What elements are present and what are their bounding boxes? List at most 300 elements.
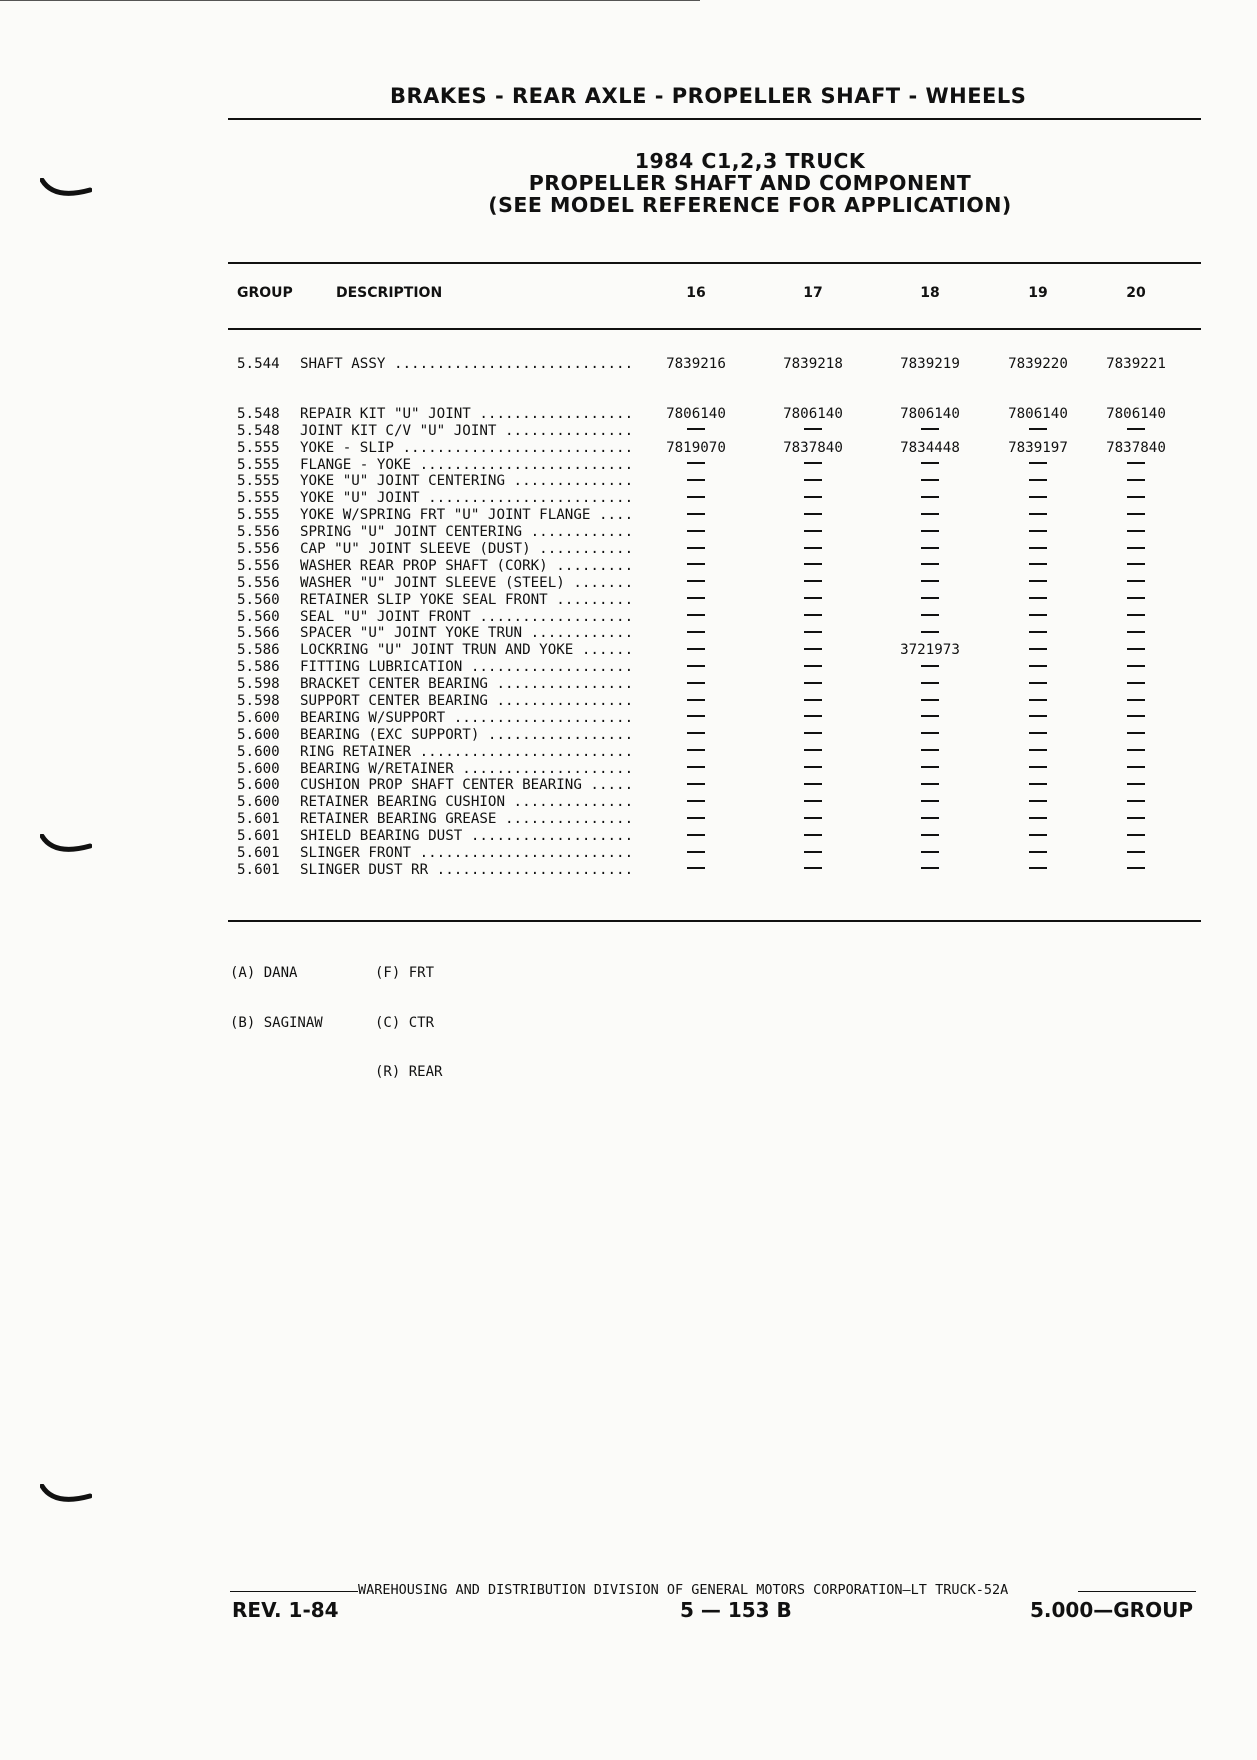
dash-mark bbox=[687, 665, 705, 667]
col-header-19: 19 bbox=[1028, 285, 1048, 301]
dash-mark bbox=[804, 749, 822, 751]
not-applicable-dash bbox=[993, 625, 1083, 642]
group-number: 5.600 bbox=[237, 743, 280, 760]
dash-mark bbox=[687, 428, 705, 430]
not-applicable-dash bbox=[993, 457, 1083, 474]
dash-mark bbox=[687, 766, 705, 768]
not-applicable-dash bbox=[885, 659, 975, 676]
part-number-cell: 7837840 bbox=[1106, 439, 1166, 456]
dash-mark bbox=[921, 851, 939, 853]
not-applicable-dash bbox=[1091, 558, 1181, 575]
dash-mark bbox=[1127, 817, 1145, 819]
not-applicable-dash bbox=[1091, 592, 1181, 609]
col-header-16: 16 bbox=[686, 285, 706, 301]
not-applicable-dash bbox=[1091, 642, 1181, 659]
dash-mark bbox=[1029, 834, 1047, 836]
dash-mark bbox=[1127, 496, 1145, 498]
not-applicable-dash bbox=[1091, 777, 1181, 794]
dash-mark bbox=[921, 682, 939, 684]
not-applicable-dash bbox=[1091, 659, 1181, 676]
part-description: YOKE W/SPRING FRT "U" JOINT FLANGE ..... bbox=[300, 507, 630, 524]
dash-mark bbox=[921, 766, 939, 768]
dash-mark bbox=[687, 513, 705, 515]
part-description: RETAINER BEARING CUSHION ..... bbox=[300, 794, 630, 811]
not-applicable-dash bbox=[768, 777, 858, 794]
not-applicable-dash bbox=[651, 777, 741, 794]
dash-mark bbox=[687, 547, 705, 549]
not-applicable-dash bbox=[768, 625, 858, 642]
dash-mark bbox=[804, 547, 822, 549]
dash-mark bbox=[1127, 648, 1145, 650]
dash-mark bbox=[1127, 614, 1145, 616]
not-applicable-dash bbox=[651, 490, 741, 507]
part-description: YOKE "U" JOINT CENTERING ..... bbox=[300, 473, 630, 490]
part-description: SHIELD BEARING DUST ..... bbox=[300, 828, 630, 845]
dash-mark bbox=[687, 479, 705, 481]
not-applicable-dash bbox=[885, 423, 975, 440]
col-header-description: DESCRIPTION bbox=[336, 285, 443, 301]
not-applicable-dash bbox=[885, 828, 975, 845]
not-applicable-dash bbox=[1091, 744, 1181, 761]
not-applicable-dash bbox=[993, 507, 1083, 524]
legend-item: (R) REAR bbox=[375, 1064, 443, 1080]
dash-mark bbox=[1029, 479, 1047, 481]
dash-mark bbox=[921, 715, 939, 717]
dash-mark bbox=[1029, 496, 1047, 498]
part-description: FITTING LUBRICATION ..... bbox=[300, 659, 630, 676]
not-applicable-dash bbox=[1091, 845, 1181, 862]
not-applicable-dash bbox=[651, 625, 741, 642]
page-header: BRAKES - REAR AXLE - PROPELLER SHAFT - WHEELS bbox=[390, 84, 1027, 108]
dash-mark bbox=[687, 834, 705, 836]
not-applicable-dash bbox=[651, 828, 741, 845]
group-number: 5.560 bbox=[237, 608, 280, 625]
dash-mark bbox=[1029, 682, 1047, 684]
dash-mark bbox=[1029, 665, 1047, 667]
dash-mark bbox=[1127, 749, 1145, 751]
not-applicable-dash bbox=[993, 575, 1083, 592]
table-top-rule bbox=[228, 262, 1201, 264]
dash-mark bbox=[804, 732, 822, 734]
header-rule bbox=[228, 118, 1201, 120]
dash-mark bbox=[804, 631, 822, 633]
dash-mark bbox=[804, 817, 822, 819]
dash-mark bbox=[687, 682, 705, 684]
dash-mark bbox=[1127, 682, 1145, 684]
group-number: 5.600 bbox=[237, 777, 280, 794]
part-description: SPACER "U" JOINT YOKE TRUN ..... bbox=[300, 625, 630, 642]
not-applicable-dash bbox=[993, 761, 1083, 778]
dash-mark bbox=[1029, 766, 1047, 768]
not-applicable-dash bbox=[1091, 761, 1181, 778]
part-description: CUSHION PROP SHAFT CENTER BEARING ..... bbox=[300, 777, 630, 794]
not-applicable-dash bbox=[993, 676, 1083, 693]
dash-mark bbox=[804, 783, 822, 785]
dash-mark bbox=[1029, 547, 1047, 549]
not-applicable-dash bbox=[993, 609, 1083, 626]
part-number-cell: 7806140 bbox=[1008, 405, 1068, 422]
not-applicable-dash bbox=[768, 862, 858, 879]
group-number: 5.586 bbox=[237, 642, 280, 659]
dash-mark bbox=[804, 614, 822, 616]
part-description: LOCKRING "U" JOINT TRUN AND YOKE ..... bbox=[300, 642, 630, 659]
dash-mark bbox=[1127, 428, 1145, 430]
part-description: RETAINER BEARING GREASE ..... bbox=[300, 811, 630, 828]
legend-item: (C) CTR bbox=[375, 1014, 435, 1031]
dash-mark bbox=[921, 530, 939, 532]
not-applicable-dash bbox=[993, 659, 1083, 676]
not-applicable-dash bbox=[885, 490, 975, 507]
not-applicable-dash bbox=[1091, 811, 1181, 828]
not-applicable-dash bbox=[885, 794, 975, 811]
group-number: 5.556 bbox=[237, 557, 280, 574]
dash-mark bbox=[921, 800, 939, 802]
not-applicable-dash bbox=[885, 744, 975, 761]
col-header-18: 18 bbox=[920, 285, 940, 301]
not-applicable-dash bbox=[651, 541, 741, 558]
dash-mark bbox=[687, 749, 705, 751]
part-description: SHAFT ASSY ..... bbox=[300, 356, 630, 373]
dash-mark bbox=[687, 614, 705, 616]
not-applicable-dash bbox=[651, 710, 741, 727]
part-description: YOKE - SLIP ..... bbox=[300, 440, 630, 457]
dash-mark bbox=[921, 665, 939, 667]
dash-mark bbox=[921, 597, 939, 599]
not-applicable-dash bbox=[768, 541, 858, 558]
not-applicable-dash bbox=[768, 575, 858, 592]
group-number: 5.598 bbox=[237, 676, 280, 693]
dash-mark bbox=[687, 462, 705, 464]
dash-mark bbox=[1029, 699, 1047, 701]
part-number-cell: 7839216 bbox=[666, 356, 726, 372]
dash-mark bbox=[1127, 513, 1145, 515]
dash-mark bbox=[804, 867, 822, 869]
dash-mark bbox=[921, 783, 939, 785]
dash-mark bbox=[804, 428, 822, 430]
dash-mark bbox=[921, 428, 939, 430]
dash-mark bbox=[687, 867, 705, 869]
dash-mark bbox=[1127, 851, 1145, 853]
part-description: SUPPORT CENTER BEARING ..... bbox=[300, 693, 630, 710]
dash-mark bbox=[804, 682, 822, 684]
not-applicable-dash bbox=[651, 693, 741, 710]
part-number-cell: 7806140 bbox=[1106, 405, 1166, 422]
not-applicable-dash bbox=[1091, 693, 1181, 710]
not-applicable-dash bbox=[1091, 507, 1181, 524]
dash-mark bbox=[804, 800, 822, 802]
group-number: 5.556 bbox=[237, 524, 280, 541]
group-number: 5.555 bbox=[237, 473, 280, 490]
not-applicable-dash bbox=[651, 473, 741, 490]
not-applicable-dash bbox=[885, 845, 975, 862]
part-number-cell: 7806140 bbox=[900, 405, 960, 422]
not-applicable-dash bbox=[993, 727, 1083, 744]
not-applicable-dash bbox=[1091, 524, 1181, 541]
dash-mark bbox=[687, 783, 705, 785]
part-description: BRACKET CENTER BEARING ..... bbox=[300, 676, 630, 693]
group-number: 5.600 bbox=[237, 709, 280, 726]
not-applicable-dash bbox=[651, 845, 741, 862]
not-applicable-dash bbox=[993, 642, 1083, 659]
not-applicable-dash bbox=[993, 828, 1083, 845]
dash-mark bbox=[1127, 530, 1145, 532]
not-applicable-dash bbox=[993, 744, 1083, 761]
dash-mark bbox=[1029, 462, 1047, 464]
col-header-20: 20 bbox=[1126, 285, 1146, 301]
not-applicable-dash bbox=[1091, 625, 1181, 642]
not-applicable-dash bbox=[885, 811, 975, 828]
dash-mark bbox=[1127, 479, 1145, 481]
dash-mark bbox=[1127, 631, 1145, 633]
not-applicable-dash bbox=[768, 744, 858, 761]
not-applicable-dash bbox=[993, 693, 1083, 710]
not-applicable-dash bbox=[768, 659, 858, 676]
part-description: BEARING W/SUPPORT ..... bbox=[300, 710, 630, 727]
dash-mark bbox=[804, 479, 822, 481]
dash-mark bbox=[687, 851, 705, 853]
dash-mark bbox=[1127, 766, 1145, 768]
not-applicable-dash bbox=[993, 592, 1083, 609]
dash-mark bbox=[1029, 800, 1047, 802]
not-applicable-dash bbox=[885, 676, 975, 693]
not-applicable-dash bbox=[1091, 490, 1181, 507]
footer-rule-left bbox=[230, 1591, 358, 1592]
group-number: 5.566 bbox=[237, 625, 280, 642]
not-applicable-dash bbox=[768, 794, 858, 811]
not-applicable-dash bbox=[651, 575, 741, 592]
group-number: 5.600 bbox=[237, 760, 280, 777]
not-applicable-dash bbox=[993, 811, 1083, 828]
dash-mark bbox=[921, 732, 939, 734]
not-applicable-dash bbox=[768, 845, 858, 862]
dash-mark bbox=[1127, 563, 1145, 565]
dash-mark bbox=[1029, 732, 1047, 734]
dash-mark bbox=[804, 496, 822, 498]
legend-left bbox=[230, 932, 323, 1048]
not-applicable-dash bbox=[651, 609, 741, 626]
dash-mark bbox=[1127, 867, 1145, 869]
footer-rule-right bbox=[1078, 1591, 1196, 1592]
legend-item: (A) DANA bbox=[230, 965, 298, 981]
footer-group: 5.000—GROUP bbox=[1030, 1598, 1193, 1622]
dash-mark bbox=[921, 580, 939, 582]
part-number-cell: 7834448 bbox=[900, 439, 960, 456]
not-applicable-dash bbox=[768, 423, 858, 440]
group-number: 5.555 bbox=[237, 490, 280, 507]
dash-mark bbox=[921, 547, 939, 549]
not-applicable-dash bbox=[768, 761, 858, 778]
dash-mark bbox=[804, 715, 822, 717]
part-description: BEARING W/RETAINER ..... bbox=[300, 761, 630, 778]
not-applicable-dash bbox=[651, 507, 741, 524]
not-applicable-dash bbox=[768, 507, 858, 524]
dash-mark bbox=[1029, 631, 1047, 633]
dash-mark bbox=[921, 479, 939, 481]
not-applicable-dash bbox=[1091, 473, 1181, 490]
not-applicable-dash bbox=[1091, 794, 1181, 811]
not-applicable-dash bbox=[768, 609, 858, 626]
group-number: 5.556 bbox=[237, 541, 280, 558]
part-description: WASHER "U" JOINT SLEEVE (STEEL) ..... bbox=[300, 575, 630, 592]
dash-mark bbox=[804, 462, 822, 464]
dash-mark bbox=[1029, 563, 1047, 565]
not-applicable-dash bbox=[651, 642, 741, 659]
dash-mark bbox=[1029, 597, 1047, 599]
dash-mark bbox=[804, 580, 822, 582]
group-number: 5.600 bbox=[237, 726, 280, 743]
part-number-cell: 7837840 bbox=[783, 439, 843, 456]
part-number-cell: 7839219 bbox=[900, 356, 960, 372]
dash-mark bbox=[687, 597, 705, 599]
not-applicable-dash bbox=[651, 423, 741, 440]
group-number: 5.560 bbox=[237, 591, 280, 608]
part-number-cell: 7806140 bbox=[666, 405, 726, 422]
group-number: 5.598 bbox=[237, 693, 280, 710]
binder-hole-mark bbox=[40, 178, 92, 202]
not-applicable-dash bbox=[993, 490, 1083, 507]
footer-page-number: 5 — 153 B bbox=[680, 1598, 792, 1622]
not-applicable-dash bbox=[768, 524, 858, 541]
part-number-cell: 7839220 bbox=[1008, 356, 1068, 372]
not-applicable-dash bbox=[885, 777, 975, 794]
not-applicable-dash bbox=[885, 575, 975, 592]
dash-mark bbox=[1127, 665, 1145, 667]
not-applicable-dash bbox=[1091, 575, 1181, 592]
title-line: (SEE MODEL REFERENCE FOR APPLICATION) bbox=[488, 193, 1012, 217]
dash-mark bbox=[1127, 732, 1145, 734]
not-applicable-dash bbox=[993, 524, 1083, 541]
not-applicable-dash bbox=[993, 473, 1083, 490]
dash-mark bbox=[804, 530, 822, 532]
not-applicable-dash bbox=[651, 457, 741, 474]
not-applicable-dash bbox=[768, 828, 858, 845]
dash-mark bbox=[1127, 597, 1145, 599]
group-number: 5.586 bbox=[237, 659, 280, 676]
part-description: SLINGER DUST RR ..... bbox=[300, 862, 630, 879]
not-applicable-dash bbox=[651, 592, 741, 609]
dash-mark bbox=[1029, 817, 1047, 819]
group-number: 5.600 bbox=[237, 794, 280, 811]
group-number: 5.544 bbox=[237, 356, 280, 372]
dash-mark bbox=[687, 648, 705, 650]
not-applicable-dash bbox=[651, 558, 741, 575]
not-applicable-dash bbox=[651, 794, 741, 811]
not-applicable-dash bbox=[768, 457, 858, 474]
not-applicable-dash bbox=[651, 862, 741, 879]
part-description: CAP "U" JOINT SLEEVE (DUST) ..... bbox=[300, 541, 630, 558]
dash-mark bbox=[1127, 462, 1145, 464]
title-line: PROPELLER SHAFT AND COMPONENT bbox=[528, 171, 972, 195]
part-number-cell: 7819070 bbox=[666, 439, 726, 456]
not-applicable-dash bbox=[885, 457, 975, 474]
not-applicable-dash bbox=[768, 558, 858, 575]
not-applicable-dash bbox=[1091, 423, 1181, 440]
dash-mark bbox=[921, 867, 939, 869]
part-description: RETAINER SLIP YOKE SEAL FRONT ..... bbox=[300, 592, 630, 609]
dash-mark bbox=[804, 834, 822, 836]
not-applicable-dash bbox=[651, 811, 741, 828]
dash-mark bbox=[1127, 783, 1145, 785]
dash-mark bbox=[687, 496, 705, 498]
dash-mark bbox=[804, 563, 822, 565]
not-applicable-dash bbox=[651, 659, 741, 676]
dash-mark bbox=[1127, 580, 1145, 582]
not-applicable-dash bbox=[885, 592, 975, 609]
group-number: 5.601 bbox=[237, 861, 280, 878]
not-applicable-dash bbox=[651, 524, 741, 541]
not-applicable-dash bbox=[651, 761, 741, 778]
group-number: 5.601 bbox=[237, 811, 280, 828]
dash-mark bbox=[687, 732, 705, 734]
dash-mark bbox=[921, 496, 939, 498]
not-applicable-dash bbox=[993, 862, 1083, 879]
dash-mark bbox=[1029, 530, 1047, 532]
not-applicable-dash bbox=[1091, 862, 1181, 879]
part-description: YOKE "U" JOINT ..... bbox=[300, 490, 630, 507]
dash-mark bbox=[1029, 614, 1047, 616]
part-description: SLINGER FRONT ..... bbox=[300, 845, 630, 862]
not-applicable-dash bbox=[651, 727, 741, 744]
not-applicable-dash bbox=[885, 625, 975, 642]
not-applicable-dash bbox=[885, 693, 975, 710]
dash-mark bbox=[687, 715, 705, 717]
dash-mark bbox=[1029, 715, 1047, 717]
dash-mark bbox=[804, 699, 822, 701]
not-applicable-dash bbox=[885, 710, 975, 727]
part-number-cell: 7839197 bbox=[1008, 439, 1068, 456]
not-applicable-dash bbox=[768, 473, 858, 490]
group-number: 5.601 bbox=[237, 828, 280, 845]
part-description: REPAIR KIT "U" JOINT ..... bbox=[300, 406, 630, 423]
dash-mark bbox=[1127, 834, 1145, 836]
not-applicable-dash bbox=[1091, 710, 1181, 727]
not-applicable-dash bbox=[993, 710, 1083, 727]
not-applicable-dash bbox=[885, 862, 975, 879]
part-description: SEAL "U" JOINT FRONT ..... bbox=[300, 609, 630, 626]
not-applicable-dash bbox=[651, 744, 741, 761]
not-applicable-dash bbox=[885, 609, 975, 626]
legend-item: (F) FRT bbox=[375, 965, 435, 981]
not-applicable-dash bbox=[768, 592, 858, 609]
dash-mark bbox=[1029, 580, 1047, 582]
not-applicable-dash bbox=[768, 710, 858, 727]
group-number: 5.555 bbox=[237, 456, 280, 473]
not-applicable-dash bbox=[1091, 457, 1181, 474]
group-number: 5.555 bbox=[237, 439, 280, 456]
dash-mark bbox=[1029, 851, 1047, 853]
dash-mark bbox=[804, 648, 822, 650]
not-applicable-dash bbox=[885, 761, 975, 778]
not-applicable-dash bbox=[885, 473, 975, 490]
part-number-cell: 7839221 bbox=[1106, 356, 1166, 372]
not-applicable-dash bbox=[1091, 727, 1181, 744]
not-applicable-dash bbox=[993, 845, 1083, 862]
part-description: BEARING (EXC SUPPORT) ..... bbox=[300, 727, 630, 744]
dash-mark bbox=[1127, 547, 1145, 549]
group-number: 5.555 bbox=[237, 507, 280, 524]
binder-hole-mark bbox=[40, 834, 92, 858]
part-number-cell: 7806140 bbox=[783, 405, 843, 422]
col-header-group: GROUP bbox=[237, 285, 293, 301]
not-applicable-dash bbox=[885, 558, 975, 575]
dash-mark bbox=[1029, 428, 1047, 430]
not-applicable-dash bbox=[993, 541, 1083, 558]
not-applicable-dash bbox=[768, 811, 858, 828]
not-applicable-dash bbox=[885, 541, 975, 558]
not-applicable-dash bbox=[885, 727, 975, 744]
part-description: FLANGE - YOKE ..... bbox=[300, 457, 630, 474]
dash-mark bbox=[1029, 513, 1047, 515]
